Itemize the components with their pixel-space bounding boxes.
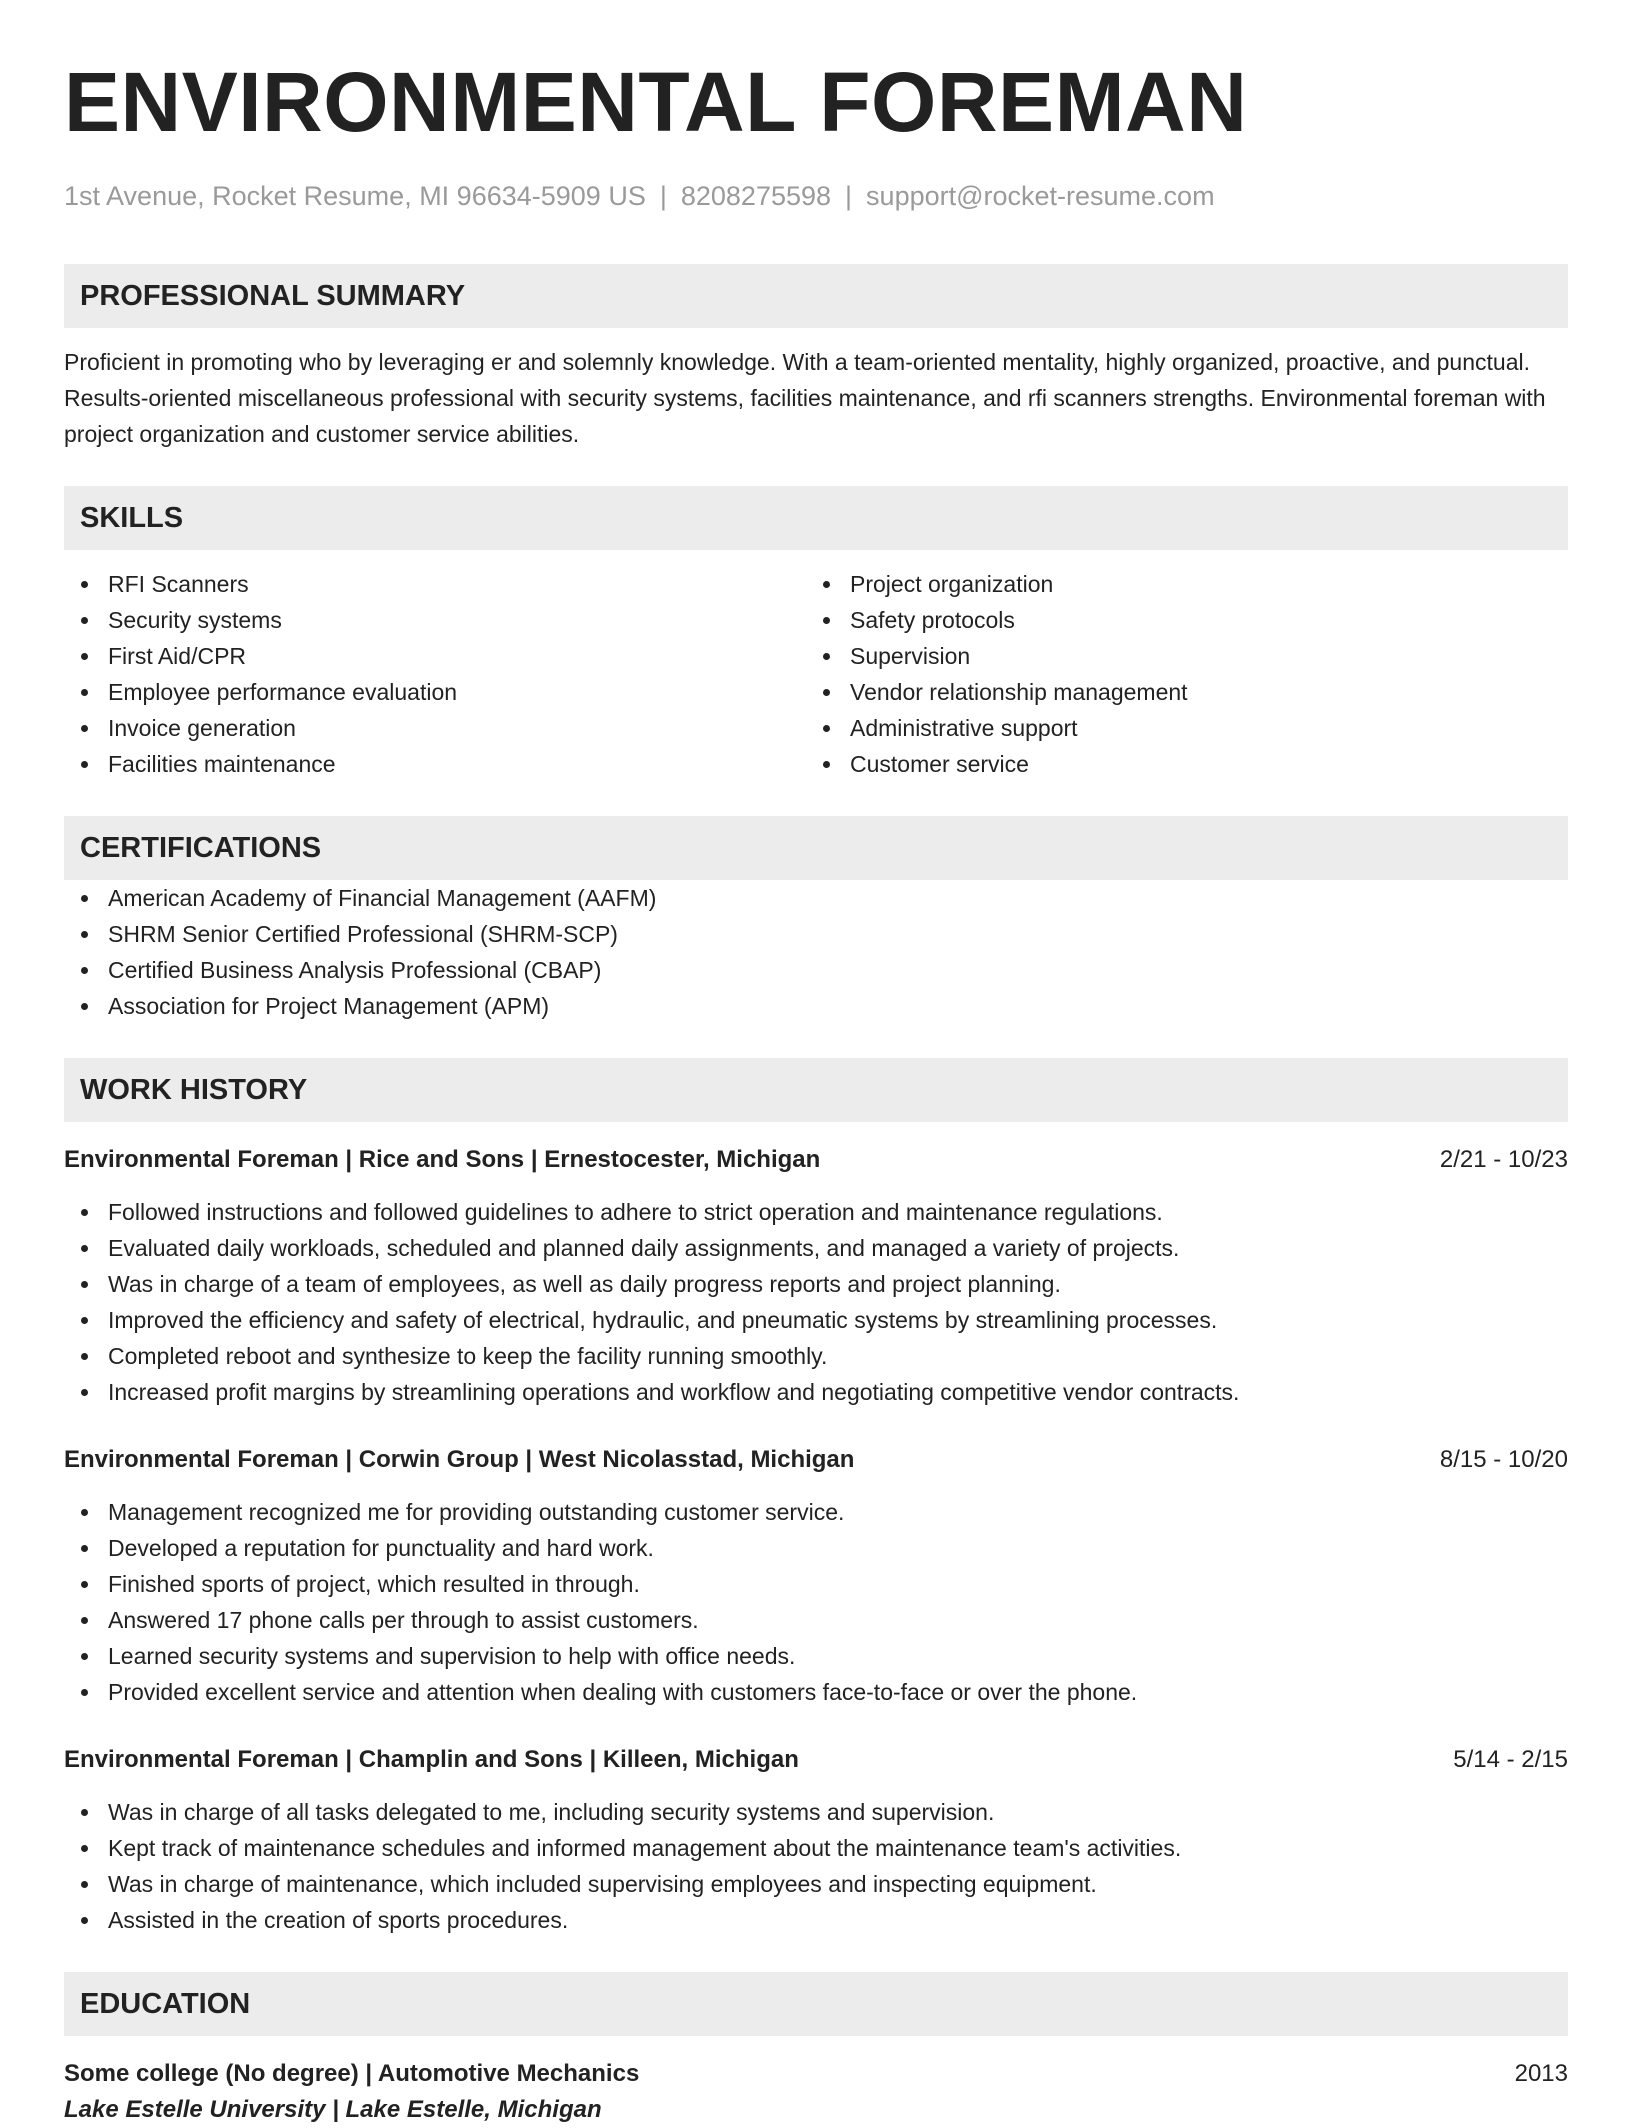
skill-item: Customer service [806,746,1548,782]
section-header-skills: SKILLS [64,486,1568,550]
education-degree: Some college (No degree) | Automotive Mechanics [64,2060,640,2087]
job-bullet: Management recognized me for providing outstanding customer service. [64,1494,1568,1530]
skill-item: Safety protocols [806,602,1548,638]
job-bullet: Completed reboot and synthesize to keep the facility running smoothly. [64,1338,1568,1374]
skill-item: Project organization [806,566,1548,602]
job-entry [64,1442,1568,1710]
job-bullet: Evaluated daily workloads, scheduled and planned daily assignments, and managed a variety of projects. [64,1230,1568,1266]
job-bullets [64,1194,1568,1410]
job-bullets [64,1794,1568,1938]
job-dates: 8/15 - 10/20 [1439,1446,1568,1473]
section-header-work-history: WORK HISTORY [64,1058,1568,1122]
job-bullet: Was in charge of a team of employees, as well as daily progress reports and project planning. [64,1266,1568,1302]
skill-item: RFI Scanners [64,566,806,602]
summary-text: Proficient in promoting who by leveraging er and solemnly knowledge. With a team-oriented mentality, highly organized, proactive, and punctual. Results-oriented miscellaneous professional with security systems, facilities maintenance, and rfi scanners strengths. Environmental foreman with project organization and customer service abilities. [64,349,1546,447]
job-title: Environmental Foreman | Corwin Group | West Nicolasstad, Michigan [64,1446,855,1473]
skill-item: Vendor relationship management [806,674,1548,710]
candidate-name: ENVIRONMENTAL FOREMAN [64,55,1248,149]
skill-item: First Aid/CPR [64,638,806,674]
resume-page [64,52,1568,2128]
job-bullet: Learned security systems and supervision to help with office needs. [64,1638,1568,1674]
job-entry [64,1742,1568,1938]
job-title: Environmental Foreman | Rice and Sons | Ernestocester, Michigan [64,1146,821,1173]
job-bullet: Provided excellent service and attention when dealing with customers face-to-face or over the phone. [64,1674,1568,1710]
job-bullet: Developed a reputation for punctuality and hard work. [64,1530,1568,1566]
job-bullet: Was in charge of all tasks delegated to me, including security systems and supervision. [64,1794,1568,1830]
skill-item: Employee performance evaluation [64,674,806,710]
job-title: Environmental Foreman | Champlin and Sons | Killeen, Michigan [64,1746,799,1773]
job-bullet: Increased profit margins by streamlining operations and workflow and negotiating competitive vendor contracts. [64,1374,1568,1410]
job-bullet: Improved the efficiency and safety of electrical, hydraulic, and pneumatic systems by streamlining processes. [64,1302,1568,1338]
certification-item: Certified Business Analysis Professional (CBAP) [64,952,1568,988]
education-school: Lake Estelle University | Lake Estelle, Michigan [64,2096,602,2123]
certification-item: SHRM Senior Certified Professional (SHRM-SCP) [64,916,1568,952]
job-dates: 2/21 - 10/23 [1439,1146,1568,1173]
contact-separator: | [659,181,667,211]
job-bullet: Was in charge of maintenance, which included supervising employees and inspecting equipment. [64,1866,1568,1902]
contact-line [64,178,1568,214]
contact-address: 1st Avenue, Rocket Resume, MI 96634-5909 US [64,181,646,211]
job-bullet: Followed instructions and followed guidelines to adhere to strict operation and maintenance regulations. [64,1194,1568,1230]
certification-item: Association for Project Management (APM) [64,988,1568,1024]
job-bullet: Assisted in the creation of sports procedures. [64,1902,1568,1938]
skill-item: Supervision [806,638,1548,674]
certification-item: American Academy of Financial Management (AAFM) [64,880,1568,916]
job-entry [64,1142,1568,1410]
skills-column-left [64,566,806,782]
skill-item: Security systems [64,602,806,638]
skills-column-right [806,566,1548,782]
section-header-education: EDUCATION [64,1972,1568,2036]
skill-item: Administrative support [806,710,1548,746]
contact-separator: | [845,181,853,211]
skills-grid [64,566,1568,782]
job-dates: 5/14 - 2/15 [1453,1746,1568,1773]
certifications-list [64,880,1568,1024]
section-header-summary: PROFESSIONAL SUMMARY [64,264,1568,328]
section-header-certifications: CERTIFICATIONS [64,816,1568,880]
contact-phone: 8208275598 [680,181,832,211]
job-bullet: Finished sports of project, which resulted in through. [64,1566,1568,1602]
contact-email: support@rocket-resume.com [866,181,1215,211]
job-bullets [64,1494,1568,1710]
education-year: 2013 [1514,2060,1568,2087]
job-bullet: Kept track of maintenance schedules and informed management about the maintenance team's activities. [64,1830,1568,1866]
education-entry [64,2056,1568,2128]
skill-item: Facilities maintenance [64,746,806,782]
job-bullet: Answered 17 phone calls per through to assist customers. [64,1602,1568,1638]
skill-item: Invoice generation [64,710,806,746]
